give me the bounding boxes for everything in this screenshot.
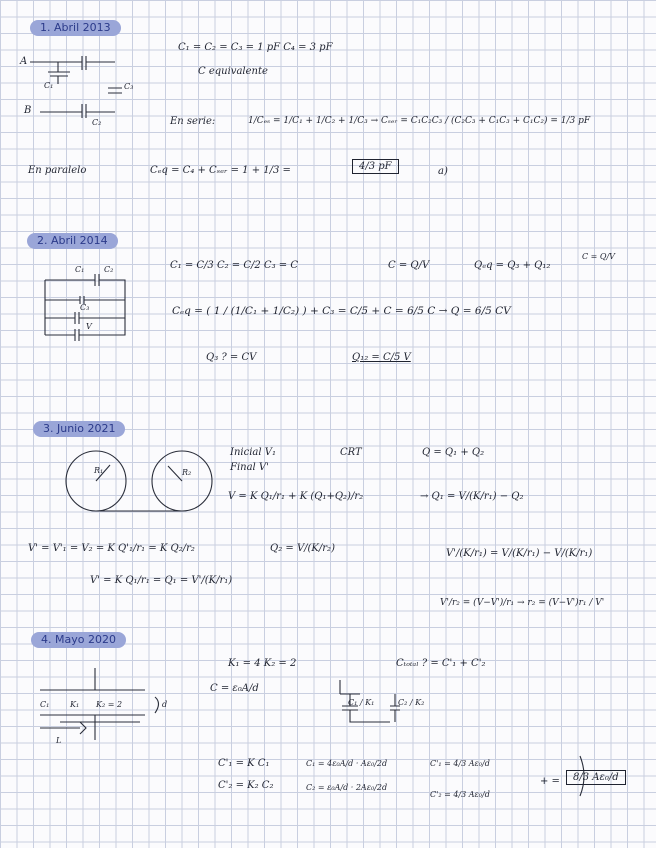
s2-label-c2: C₂ xyxy=(104,265,114,274)
s4-plate-l: L xyxy=(56,736,62,745)
s1-en-serie: En serie: xyxy=(170,116,216,127)
s2-label-c1: C₁ xyxy=(75,265,85,274)
s4-arrow xyxy=(40,722,86,734)
s4-plate-k1: K₁ xyxy=(70,700,80,709)
s2-q12: Q₁₂ = C/5 V xyxy=(352,352,411,363)
s4-result: 8/3 Aε₀/d xyxy=(566,770,626,785)
section-heading-4: 4. Mayo 2020 xyxy=(31,632,126,648)
s1-serie-eq: 1/Cₑₛ = 1/C₁ + 1/C₂ + 1/C₃ → Cₛₑᵣ = C₁C₂C₃ / (C₂C₃ + C₁C₃ + C₁C₂) = 1/3 pF xyxy=(248,116,591,126)
s1-en-paralelo: En paralelo xyxy=(28,165,87,176)
s3-inicial: Inicial V₁ xyxy=(230,447,276,458)
s2-label-v: V xyxy=(86,322,92,331)
s3-v-eq: V = K Q₁/r₁ + K (Q₁+Q₂)/r₂ xyxy=(228,491,364,502)
node-b-label: B xyxy=(24,105,32,116)
s2-ceq: Cₑq = ( 1 / (1/C₁ + 1/C₂) ) + C₃ = C/5 + C = 6/5 C → Q = 6/5 CV xyxy=(172,305,511,317)
s3-cables: CRT xyxy=(340,447,362,458)
s4-plates xyxy=(40,668,145,740)
s1-answer-tag: a) xyxy=(438,166,448,177)
s1-cap-c2 xyxy=(40,104,115,118)
s4-plus: + = xyxy=(540,776,560,787)
s4-side-cap-2: C₂ / K₂ xyxy=(398,698,425,707)
s2-c3-branch xyxy=(45,312,105,324)
s2-label-c3: C₃ xyxy=(80,303,90,312)
section-heading-3: 3. Junio 2021 xyxy=(33,421,125,437)
s4-plate-k2: K₂ = 2 xyxy=(96,700,123,709)
s3-q-total: Q = Q₁ + Q₂ xyxy=(422,447,485,458)
s4-brace xyxy=(155,697,159,713)
s2-c-frac: C = Q/V xyxy=(582,252,615,261)
section-heading-1: 1. Abril 2013 xyxy=(30,20,121,36)
s4-side-cap-1: C₁ / K₁ xyxy=(348,698,375,707)
sphere-1-label: R₁ xyxy=(94,466,104,475)
s4-c-def: C = ε₀A/d xyxy=(210,683,259,694)
s3-final: Final V' xyxy=(230,462,269,473)
sphere-2-label: R₂ xyxy=(182,468,192,477)
s4-c-total: Cₜₒₜₐₗ ? = C'₁ + C'₂ xyxy=(396,658,486,669)
s1-c-equivalente: C equivalente xyxy=(198,66,268,77)
s1-result: 4/3 pF xyxy=(352,159,399,174)
s1-cap-c4 xyxy=(108,88,122,93)
s4-c2p: C'₂ = 4/3 Aε₀/d xyxy=(430,790,490,799)
s3-right-eq2: V'/r₂ = (V−V')/r₁ → r₂ = (V−V')r₁ / V' xyxy=(440,598,605,608)
s3-vf-eq2: V' = K Q₁/r₁ = Q₁ = V'/(K/r₁) xyxy=(90,575,233,586)
s4-k-values: K₁ = 4 K₂ = 2 xyxy=(228,658,297,669)
s1-parallel-eq: Cₑq = C₄ + Cₛₑᵣ = 1 + 1/3 = xyxy=(150,165,291,176)
s4-plate-d: d xyxy=(162,700,168,709)
s3-vf-eq1: V' = V'₁ = V₂ = K Q'₁/r₁ = K Q₂/r₂ xyxy=(28,543,195,554)
s3-right-eq1: V'/(K/r₁) = V/(K/r₁) − V/(K/r₁) xyxy=(446,548,593,559)
s4-c2-eq: C₂ = ε₀A/d · 2Aε₀/2d xyxy=(306,783,388,792)
s4-c1-eq: C₁ = 4ε₀A/d · Aε₀/2d xyxy=(306,759,388,768)
sphere-radii xyxy=(96,465,182,481)
s4-c2k: C'₂ = K₂ C₂ xyxy=(218,780,274,791)
cap-c2-label: C₂ xyxy=(92,118,102,127)
cap-c3-label: C₃ xyxy=(124,82,134,91)
s3-q2-eq: Q₂ = V/(K/r₂) xyxy=(270,543,335,554)
s4-c1p: C'₁ = 4/3 Aε₀/d xyxy=(430,759,490,768)
s2-q-rel: Qₑq = Q₃ + Q₁₂ xyxy=(474,260,551,271)
s2-c-def: C = Q/V xyxy=(388,260,430,271)
section-heading-2: 2. Abril 2014 xyxy=(27,233,118,249)
s2-battery-branch xyxy=(45,318,125,341)
s4-plate-c1: C₁ xyxy=(40,700,50,709)
cap-c1-label: C₁ xyxy=(44,81,54,90)
s2-givens: C₁ = C/3 C₂ = C/2 C₃ = C xyxy=(170,260,298,271)
s3-arrow-q1: → Q₁ = V/(K/r₁) − Q₂ xyxy=(420,491,524,502)
node-a-label: A xyxy=(20,56,28,67)
s4-c1k: C'₁ = K C₁ xyxy=(218,758,270,769)
s1-cap-c3-top xyxy=(30,56,115,70)
s2-q3: Q₃ ? = CV xyxy=(206,352,257,363)
s1-givens: C₁ = C₂ = C₃ = 1 pF C₄ = 3 pF xyxy=(178,42,333,53)
